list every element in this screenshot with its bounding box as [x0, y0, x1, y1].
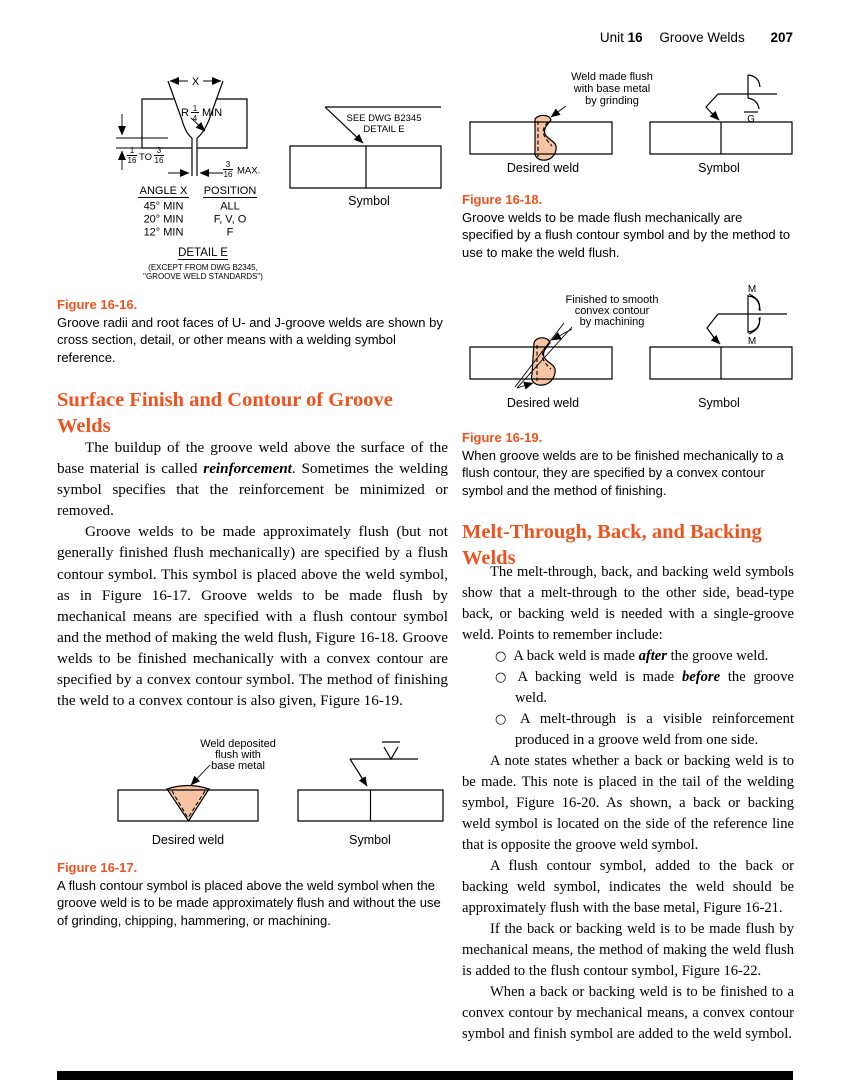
heading-line: Welds — [462, 547, 516, 569]
bullet-text: the groove weld. — [666, 648, 769, 664]
page-bottom-bar — [57, 1071, 793, 1080]
table-cell: 12° MIN — [143, 226, 184, 239]
desired-weld-label: Desired weld — [506, 161, 580, 175]
annotation-arrow — [191, 765, 210, 785]
angle-position-table — [138, 185, 257, 239]
annotation-line1: Weld made flush — [571, 71, 653, 83]
paragraph: If the back or backing weld is to be made flush by mechanical means, the method of making the weld flush is added to the flush contour symbol, Figure 16-22. — [462, 921, 794, 979]
radius-denominator: 4 — [192, 114, 198, 123]
bullet-list — [495, 646, 794, 751]
bullet-text: the groove weld. — [515, 669, 794, 706]
paragraph: The melt-through, back, and backing weld symbols show that a melt-through to the other side, bead-type back, or backing weld is needed with a single-groove weld. Points to remember include: — [462, 564, 794, 643]
bullet-text: A melt-through is a visible reinforcement produced in a groove weld from one side. — [515, 711, 795, 748]
paragraph-text: . Sometimes the welding symbol specifies that the reinforcement be minimized or removed. — [57, 460, 449, 520]
rootopen-den: 16 — [223, 170, 233, 179]
symbol-note-line1: SEE DWG B2345 — [346, 113, 422, 124]
leader-line — [707, 314, 718, 343]
joint-plates — [650, 347, 792, 379]
leader-arrow — [712, 113, 719, 120]
symbol-label: Symbol — [698, 396, 740, 410]
annotation-line2: convex contour — [574, 305, 650, 317]
finish-method-letter-bottom: M — [747, 336, 757, 347]
table-cell: F, V, O — [213, 213, 247, 226]
emphasized-term: after — [638, 648, 667, 664]
figure-16-16-caption — [57, 296, 448, 366]
symbol-drawing — [650, 75, 792, 154]
finish-method-letter: G — [747, 114, 755, 125]
annotation-line3: by machining — [579, 316, 645, 328]
caption-title: Figure 16-18. — [462, 192, 543, 207]
figure-16-19-caption — [462, 429, 794, 499]
symbol-note-line2: DETAIL E — [363, 124, 405, 135]
figure-16-17-illustration — [88, 733, 450, 855]
unit-number: 16 — [627, 30, 643, 45]
section-heading-surface-finish — [57, 387, 448, 439]
heading-line: Melt-Through, Back, and Backing — [462, 521, 762, 543]
table-header-angle: ANGLE X — [139, 185, 188, 197]
rootopen-suffix: MAX. — [237, 165, 261, 177]
desired-weld-drawing — [118, 786, 258, 822]
figure-16-18-caption — [462, 191, 794, 261]
unit-label: Unit — [599, 30, 624, 45]
table-cell: ALL — [220, 200, 240, 213]
annotation-line3: by grinding — [585, 95, 639, 107]
j-groove-weld-symbol — [748, 75, 760, 109]
page-header — [600, 30, 793, 45]
bullet-item — [495, 709, 794, 751]
desired-weld-label: Desired weld — [151, 833, 225, 847]
emphasized-term: before — [682, 669, 721, 685]
bullet-icon: ○ — [495, 712, 513, 727]
desired-weld-drawing — [470, 115, 612, 160]
caption-title: Figure 16-16. — [57, 297, 138, 312]
annotation-line1: Weld deposited — [200, 738, 276, 750]
rootface-den1: 16 — [127, 156, 137, 165]
caption-text: Groove welds to be made flush mechanically are specified by a flush contour symbol and by the method to use to make the weld flush. — [462, 209, 791, 260]
root-opening-lines — [192, 138, 197, 176]
radius-suffix: MIN — [202, 107, 223, 119]
figure-16-18-illustration — [460, 62, 795, 180]
symbol-label: Symbol — [698, 161, 740, 175]
rootface-to: TO — [138, 152, 153, 163]
table-cell: 20° MIN — [143, 213, 184, 226]
annotation-line2: flush with — [215, 749, 261, 761]
symbol-drawing — [650, 284, 792, 379]
rootopen-num: 3 — [225, 160, 231, 169]
annotation-arrow — [551, 106, 566, 117]
symbol-label: Symbol — [349, 833, 391, 847]
detail-note-line2: "GROOVE WELD STANDARDS") — [143, 272, 263, 281]
v-groove-weld-symbol — [384, 747, 398, 759]
figure-16-16-detail-drawing — [98, 56, 303, 291]
leader-arrow — [350, 759, 367, 786]
figure-16-17-caption — [57, 859, 448, 929]
caption-text: A flush contour symbol is placed above the weld symbol when the groove weld is to be made approximately flush and without the use of grinding, chipping, hammering, or machining. — [57, 877, 441, 928]
caption-title: Figure 16-19. — [462, 430, 543, 445]
emphasized-term: reinforcement — [203, 460, 292, 478]
paragraph-text: The buildup of the groove weld above the surface of the base material is called — [57, 439, 448, 478]
table-cell: 45° MIN — [143, 200, 184, 213]
figure-16-19-illustration — [460, 283, 795, 415]
section-body-surface-finish — [57, 437, 448, 711]
section-title: Groove Welds — [659, 30, 745, 45]
section-body-melt-through — [462, 562, 794, 1045]
bullet-text: A back weld is made — [513, 648, 639, 664]
annotation-line1: Finished to smooth — [565, 294, 659, 306]
joint-plates — [298, 790, 443, 821]
heading-line: Welds — [57, 415, 111, 437]
rootface-num1: 1 — [129, 146, 135, 155]
heading-line: Surface Finish and Contour of Groove — [57, 389, 393, 411]
leader-line — [706, 94, 718, 119]
detail-note-line1: (EXCEPT FROM DWG B2345, — [148, 263, 258, 272]
annotation-line2: with base metal — [573, 83, 651, 95]
bullet-item — [495, 646, 794, 667]
weld-bead — [167, 786, 209, 822]
paragraph — [57, 437, 448, 521]
paragraph: Groove welds to be made approximately flush (but not generally finished flush mechanically) are specified by a flush contour symbol. This symbol is placed above the weld symbol, as in Figure 16-17. Groove welds to be made flush by mechanical means are specified with a flush contour symbol and the method of making the weld flush, Figure 16-18. Groove welds to be finished mechanically with a convex contour are specified by a convex contour symbol. The method of finishing the weld to a convex contour is also given, Figure 16-19. — [57, 523, 448, 710]
symbol-drawing — [298, 742, 443, 821]
paragraph: A note states whether a back or backing weld is to be made. This note is placed in the tail of the welding symbol, Figure 16-20. As shown, a back or backing weld symbol is located on the side of the reference line that is opposite the groove weld symbol. — [462, 753, 794, 853]
figure-16-16-symbol-drawing — [283, 93, 463, 218]
table-header-position: POSITION — [203, 185, 257, 197]
bullet-text: A backing weld is made — [517, 669, 682, 685]
joint-plates — [650, 122, 792, 154]
paragraph: A flush contour symbol, added to the back or backing weld symbol, indicates the weld should be approximately flush with the base metal, Figure 16-21. — [462, 858, 794, 916]
rootface-den2: 16 — [154, 156, 164, 165]
page-number: 207 — [770, 30, 793, 45]
symbol-label: Symbol — [348, 194, 390, 208]
radius-prefix: R — [181, 107, 189, 119]
leader-arrow — [713, 337, 720, 344]
rootface-num2: 3 — [156, 146, 162, 155]
caption-text: Groove radii and root faces of U- and J-groove welds are shown by cross section, detail, or other means with a welding symbol reference. — [57, 314, 443, 365]
paragraph: When a back or backing weld is to be finished to a convex contour by mechanical means, a convex contour symbol and finish symbol are added to the weld symbol. — [462, 984, 794, 1042]
bullet-icon: ○ — [495, 670, 511, 685]
caption-title: Figure 16-17. — [57, 860, 138, 875]
bullet-item — [495, 667, 794, 709]
bullet-icon: ○ — [495, 649, 507, 664]
radius-numerator: 1 — [192, 104, 198, 113]
caption-text: When groove welds are to be finished mechanically to a flush contour, they are specified by a convex contour symbol and the method of finishing. — [462, 447, 784, 498]
joint-plates — [290, 146, 441, 188]
annotation-line3: base metal — [211, 760, 265, 772]
angle-x-label: X — [191, 76, 200, 88]
finish-method-letter-top: M — [747, 284, 757, 295]
detail-title: DETAIL E — [178, 247, 228, 259]
table-cell: F — [226, 226, 234, 239]
desired-weld-label: Desired weld — [506, 396, 580, 410]
